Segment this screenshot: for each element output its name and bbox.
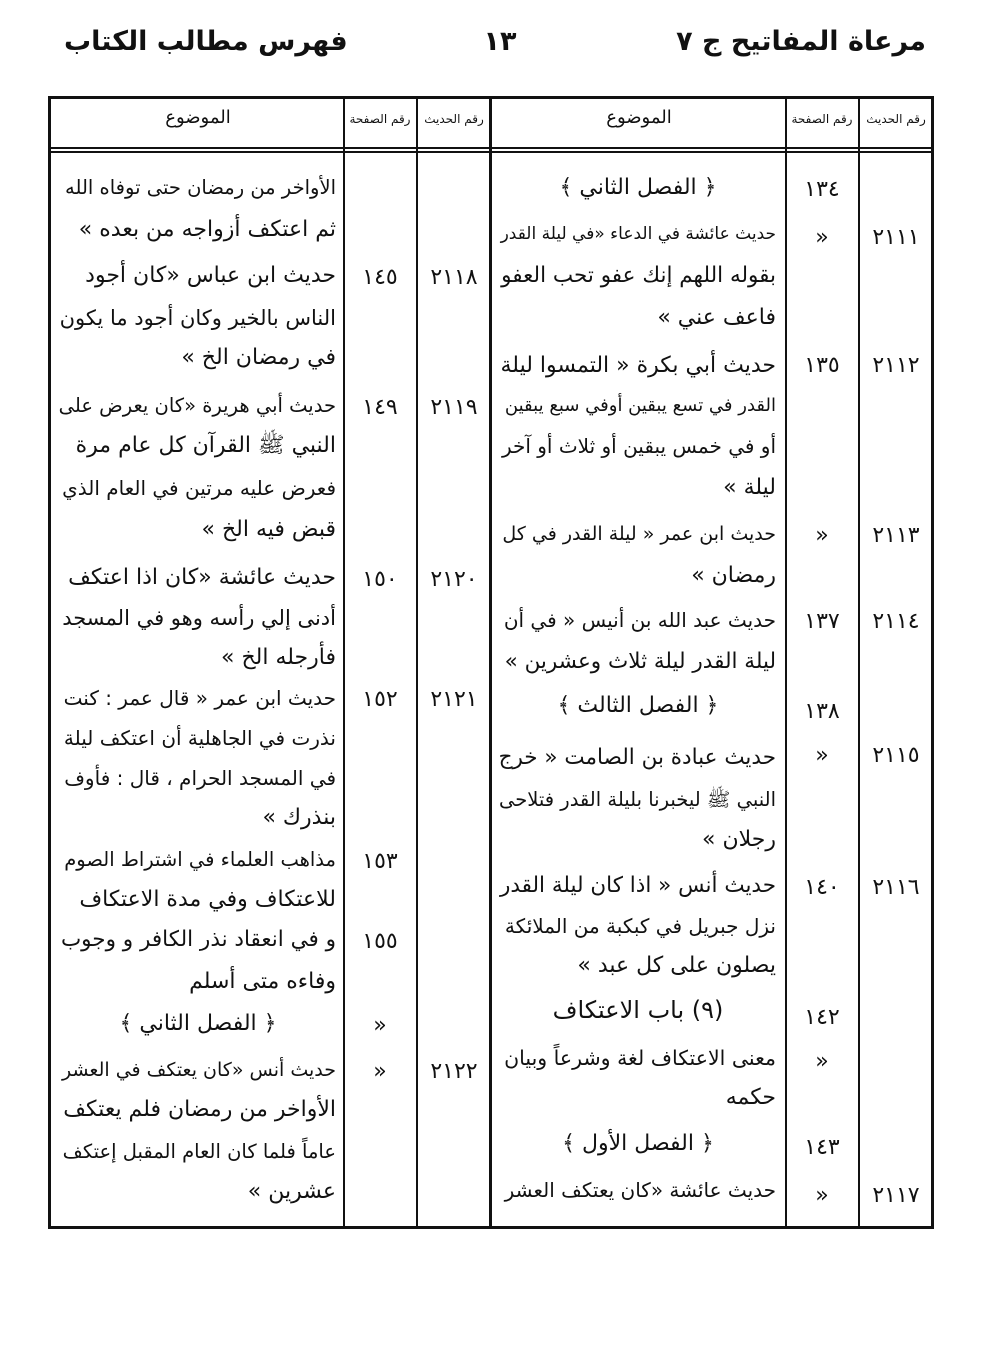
left-row2-line0: حديث أبي هريرة «كان يعرض على (58, 394, 336, 417)
col-head-topic-right: الموضوع (606, 107, 672, 128)
left-row2-line1: النبي ﷺ القرآن كل عام مرة (75, 433, 336, 458)
right-row11-line0: حديث عائشة «كان يعتكف العشر (504, 1178, 776, 1202)
right-row3-line1: رمضان » (691, 563, 776, 588)
left-row5-line1: للاعتكاف وفي مدة الاعتكاف (79, 887, 336, 912)
right-row4-line1: ليلة القدر ليلة ثلاث وعشرين » (504, 649, 776, 674)
right-row8-page: ١٤٢ (804, 1005, 840, 1030)
col-rule-r1 (858, 98, 860, 1227)
book-title: مرعاة المفاتيح ج ٧ (676, 26, 926, 57)
left-row1-line2: في رمضان الخ » (181, 345, 336, 370)
right-row7-line0: حديث أنس « اذا كان ليلة القدر (499, 873, 776, 898)
right-row9-page: » (815, 1049, 829, 1074)
left-row0-line1: ثم اعتكف أزواجه من بعده » (78, 217, 336, 242)
left-row3-line2: فأرجله الخ » (221, 645, 336, 670)
right-row6-line0: حديث عبادة بن الصامت « خرج (498, 745, 776, 770)
col-rule-r2 (785, 98, 787, 1227)
left-row4-hadith: ٢١٢١ (430, 687, 478, 712)
right-row1-page: » (815, 225, 829, 250)
left-row8-line3: عشرين » (247, 1179, 336, 1204)
col-head-page-right: رقم الصفحة (791, 112, 853, 126)
col-rule-center (489, 98, 492, 1227)
left-row1-hadith: ٢١١٨ (430, 265, 478, 290)
right-row7-hadith: ٢١١٦ (872, 875, 920, 900)
right-row2-line3: ليلة » (723, 475, 776, 500)
right-row2-page: ١٣٥ (804, 353, 840, 378)
left-row8-page: » (373, 1059, 387, 1084)
left-row4-line3: بنذرك » (262, 805, 336, 830)
left-row6-page: ١٥٥ (362, 929, 398, 954)
left-row2-line3: قبض فيه الخ » (201, 517, 336, 542)
left-row2-page: ١٤٩ (362, 395, 398, 420)
left-row2-hadith: ٢١١٩ (430, 395, 478, 420)
right-row11-page: » (815, 1183, 829, 1208)
left-row1-line1: الناس بالخير وكان أجود ما يكون (59, 306, 336, 330)
right-row7-line2: يصلون على كل عبد » (577, 953, 776, 978)
left-row5-page: ١٥٣ (362, 849, 398, 874)
left-row4-line1: نذرت في الجاهلية أن اعتكف ليلة (63, 726, 336, 750)
left-row3-line1: أدنى إلي رأسه وهو في المسجد (62, 606, 336, 630)
left-row1-page: ١٤٥ (362, 265, 398, 290)
right-row8-heading: (٩) باب الاعتكاف (552, 996, 724, 1024)
right-row1-line0: حديث عائشة في الدعاء «في ليلة القدر (500, 224, 776, 244)
col-head-hadith-right: رقم الحديث (866, 112, 926, 126)
right-row2-line2: أو في خمس يبقين أو ثلاث أو آخر (501, 434, 776, 458)
left-row8-hadith: ٢١٢٢ (430, 1059, 478, 1084)
left-row4-page: ١٥٢ (362, 687, 398, 712)
right-row5-heading: ﴿ الفصل الثالث ﴾ (557, 693, 719, 718)
right-row6-line2: رجلان » (702, 827, 776, 852)
right-row11-hadith: ٢١١٧ (872, 1183, 920, 1208)
page-number: ١٣ (483, 26, 517, 57)
left-row6-line0: و في انعقاد نذر الكافر و وجوب (60, 927, 336, 952)
right-row5-page: ١٣٨ (804, 699, 840, 724)
right-row4-line0: حديث عبد الله بن أنيس « في أن (503, 608, 776, 632)
left-row3-hadith: ٢١٢٠ (430, 567, 478, 592)
right-row7-line1: نزل جبريل في كبكبة من الملائكة (504, 914, 776, 938)
left-row4-line0: حديث ابن عمر « قال عمر : كنت (63, 686, 336, 710)
left-row1-line0: حديث ابن عباس «كان أجود (85, 263, 336, 288)
left-row6-line1: وفاءه متى أسلم (189, 969, 336, 994)
right-row9-line0: معنى الاعتكاف لغة وشرعاً وبيان (504, 1046, 776, 1070)
left-row2-line2: فعرض عليه مرتين في العام الذي (62, 476, 336, 500)
right-row0-page: ١٣٤ (804, 177, 840, 202)
col-rule-l2 (343, 98, 345, 1227)
right-row1-line2: فاعف عني » (657, 305, 776, 330)
right-row10-heading: ﴿ الفصل الأول ﴾ (562, 1131, 714, 1156)
right-row3-line0: حديث ابن عمر « ليلة القدر في كل (502, 523, 776, 545)
section-title: فهرس مطالب الكتاب (64, 26, 348, 57)
right-row9-line1: حكمه (725, 1085, 776, 1110)
left-row0-line0: الأواخر من رمضان حتى توفاه الله (65, 176, 336, 199)
right-row3-hadith: ٢١١٣ (872, 523, 920, 548)
left-row5-line0: مذاهب العلماء في اشتراط الصوم (64, 848, 336, 871)
col-head-topic-left: الموضوع (165, 107, 231, 128)
left-row8-line0: حديث أنس «كان يعتكف في العشر (62, 1059, 336, 1081)
right-row10-page: ١٤٣ (804, 1135, 840, 1160)
right-row2-line0: حديث أبي بكرة « التمسوا ليلة (500, 353, 776, 378)
col-head-page-left: رقم الصفحة (349, 112, 411, 126)
left-row7-page: » (373, 1013, 387, 1038)
col-rule-l1 (416, 98, 418, 1227)
right-row2-hadith: ٢١١٢ (872, 353, 920, 378)
left-row3-page: ١٥٠ (362, 567, 398, 592)
right-row6-hadith: ٢١١٥ (872, 743, 920, 768)
right-row3-page: » (815, 523, 829, 548)
left-row7-heading: ﴿ الفصل الثاني ﴾ (119, 1011, 277, 1036)
right-row6-page: » (815, 743, 829, 768)
left-row8-line1: الأواخر من رمضان فلم يعتكف (63, 1097, 336, 1122)
right-row0-heading: ﴿ الفصل الثاني ﴾ (559, 175, 717, 200)
right-row7-page: ١٤٠ (804, 875, 840, 900)
right-row4-page: ١٣٧ (804, 609, 840, 634)
right-row1-line1: بقوله اللهم إنك عفو تحب العفو (501, 263, 776, 288)
right-row2-line1: القدر في تسع يبقين أوفي سبع يبقين (504, 395, 776, 416)
left-row3-line0: حديث عائشة «كان اذا اعتكف (68, 565, 336, 590)
left-row4-line2: في المسجد الحرام ، قال : فأوف (64, 766, 336, 790)
left-row8-line2: عاماً فلما كان العام المقبل إعتكف (62, 1140, 336, 1163)
right-row4-hadith: ٢١١٤ (872, 609, 920, 634)
right-row6-line1: النبي ﷺ ليخبرنا بليلة القدر فتلاحى (498, 788, 776, 811)
col-head-hadith-left: رقم الحديث (424, 112, 484, 126)
right-row1-hadith: ٢١١١ (872, 225, 920, 250)
